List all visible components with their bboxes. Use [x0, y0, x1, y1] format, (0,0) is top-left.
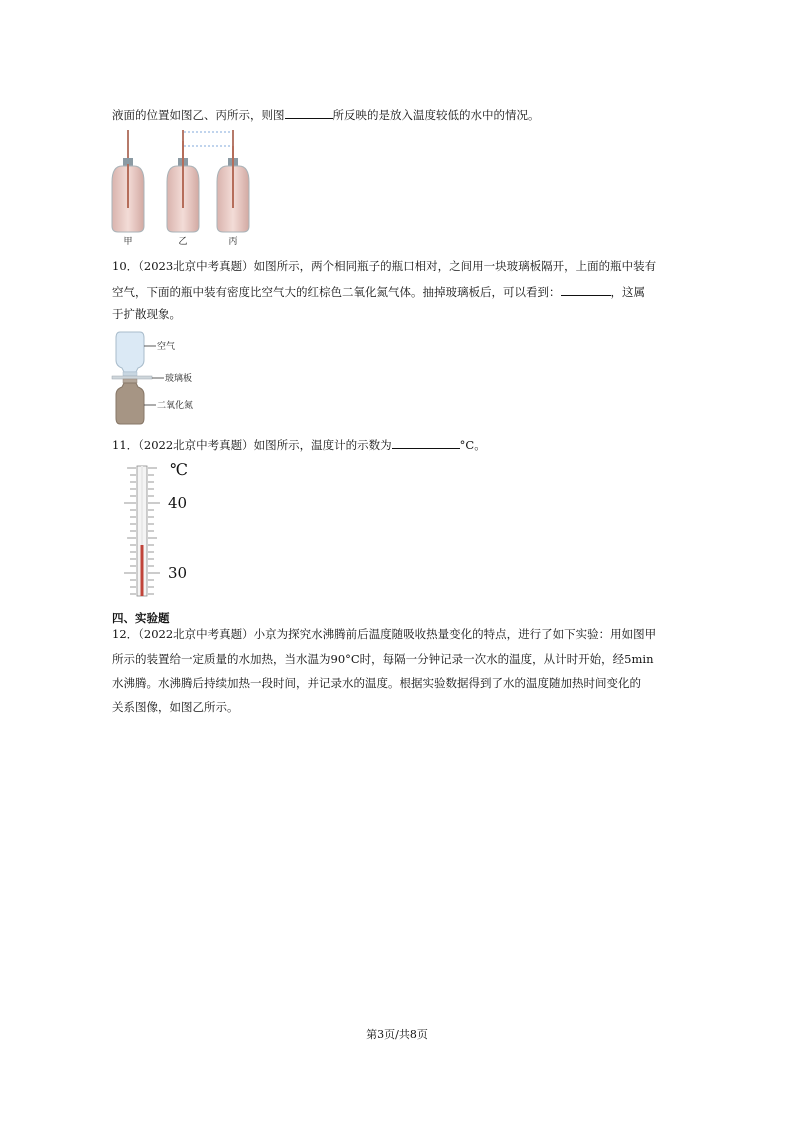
bottles-figure: [108, 128, 268, 246]
q10-line2: [112, 283, 645, 300]
bottle-label-yi: 乙: [178, 237, 188, 247]
scale-label-40: 40: [168, 494, 188, 512]
q10-line3: 于扩散现象。: [112, 307, 181, 321]
section-title: 四、实验题: [112, 611, 170, 625]
bottle-label-bing: 丙: [228, 237, 238, 247]
q11-text-after: °C。: [459, 438, 486, 452]
diffusion-figure: [110, 330, 210, 426]
q10-line2-before: 空气，下面的瓶中装有密度比空气大的红棕色二氧化氮气体。抽掉玻璃板后，可以看到：: [112, 285, 561, 299]
q11-answer-blank[interactable]: [392, 436, 460, 449]
scale-label-30: 30: [168, 564, 188, 582]
bottle-jia: [112, 130, 144, 232]
q9-answer-blank[interactable]: [285, 106, 333, 119]
q9-text-after: 所反映的是放入温度较低的水中的情况。: [332, 108, 540, 122]
q12-line2: 所示的装置给一定质量的水加热，当水温为90°C时，每隔一分钟记录一次水的温度，从计时开始，经5min: [112, 652, 654, 666]
bottle-label-jia: 甲: [123, 237, 133, 247]
q10-line1: 10．（2023北京中考真题）如图所示，两个相同瓶子的瓶口相对，之间用一块玻璃板隔开，上面的瓶中装有: [112, 259, 657, 273]
q9-text: [112, 106, 540, 123]
thermometer-liquid: [141, 545, 144, 596]
bottle-bing: [217, 130, 249, 232]
q12-line4: 关系图像，如图乙所示。: [112, 700, 239, 714]
q12-line3: 水沸腾。水沸腾后持续加热一段时间，并记录水的温度。根据实验数据得到了水的温度随加热时间变化的: [112, 676, 641, 690]
upper-bottle-air: [116, 332, 144, 376]
label-glass-plate: 玻璃板: [165, 374, 193, 384]
lower-bottle-no2: [116, 379, 144, 424]
q9-text-before: 液面的位置如图乙、丙所示，则图: [112, 108, 285, 122]
q10-answer-blank[interactable]: [561, 283, 611, 296]
bottle-yi: [167, 130, 199, 232]
unit-label: ℃: [170, 460, 188, 479]
label-air: 空气: [157, 342, 176, 352]
q12-line1: 12．（2022北京中考真题）小京为探究水沸腾前后温度随吸收热量变化的特点，进行了如下实验：用如图甲: [112, 627, 657, 641]
thermometer-figure: [114, 458, 204, 598]
q10-line2-after: ，这属: [610, 285, 645, 299]
q11-text-before: 11．（2022北京中考真题）如图所示，温度计的示数为: [112, 438, 392, 452]
glass-plate: [112, 376, 152, 379]
q11-text: [112, 436, 486, 453]
page-footer: 第3页/共8页: [366, 1028, 428, 1041]
label-no2: 二氧化氮: [157, 401, 194, 411]
